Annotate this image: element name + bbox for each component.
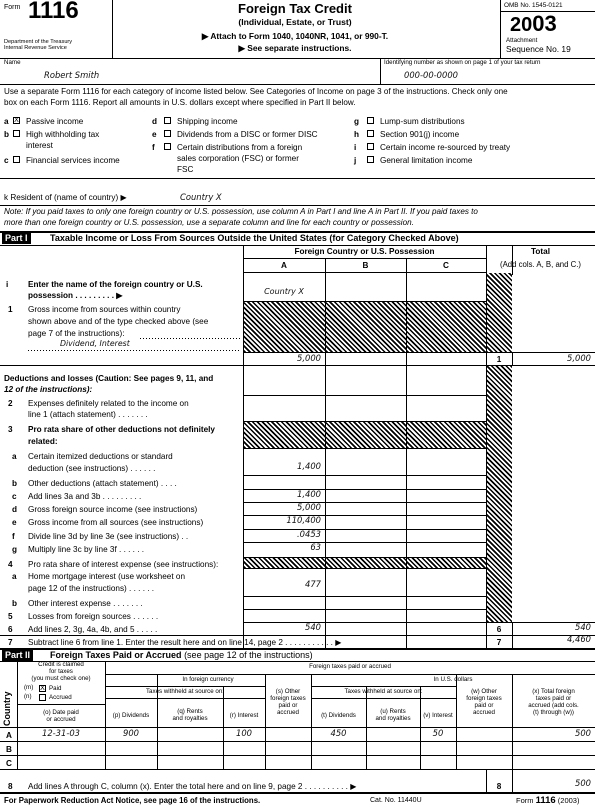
col-x-header: (x) Total foreign bbox=[532, 688, 575, 695]
line-3g-label: Multiply line 3c by line 3f . . . . . . bbox=[28, 545, 145, 554]
row-a-interest-usd[interactable]: 50 bbox=[432, 728, 444, 738]
tax-year: 2003 bbox=[510, 11, 557, 36]
row-a-dividends-foreign[interactable]: 900 bbox=[123, 728, 139, 738]
date-paid-header: (o) Date paid bbox=[43, 709, 79, 716]
checkbox-passive-income[interactable]: X bbox=[14, 117, 19, 124]
attach-instruction: ▶ Attach to Form 1040, 1040NR, 1041, or 990-T. bbox=[201, 31, 389, 41]
form-label: Form bbox=[4, 4, 21, 11]
dept-line-1: Department of the Treasury bbox=[4, 39, 73, 45]
in-foreign-currency-header: In foreign currency bbox=[182, 676, 234, 683]
resident-country[interactable]: Country X bbox=[180, 192, 222, 202]
column-c-header: C bbox=[443, 261, 449, 270]
label-disc-dividends: Dividends from a DISC or former DISC bbox=[177, 130, 318, 139]
line-6-col-a[interactable]: 540 bbox=[305, 622, 321, 632]
form-title: Foreign Tax Credit bbox=[238, 1, 352, 16]
checkbox-resourced-treaty[interactable] bbox=[367, 143, 374, 150]
checkbox-high-withholding[interactable] bbox=[13, 130, 20, 137]
omb-number: OMB No. 1545-0121 bbox=[504, 2, 563, 9]
attachment-label: Attachment bbox=[506, 37, 538, 44]
total-header: Total bbox=[531, 247, 550, 256]
accrued-label: Accrued bbox=[49, 694, 72, 701]
line-3e-label: Gross income from all sources (see instructions) bbox=[28, 518, 204, 527]
checkbox-lump-sum[interactable] bbox=[367, 117, 374, 124]
line-3c-col-a[interactable]: 1,400 bbox=[297, 489, 321, 499]
line-3a-label: Certain itemized deductions or standard bbox=[28, 452, 173, 461]
col-u-header: (u) Rents bbox=[380, 708, 406, 715]
label-fsc-distributions: Certain distributions from a foreign bbox=[177, 143, 303, 152]
identifying-number[interactable]: 000-00-0000 bbox=[404, 70, 458, 80]
line-3g-col-a[interactable]: 63 bbox=[310, 542, 321, 552]
country-label: Country bbox=[2, 691, 12, 726]
line-6-label: Add lines 2, 3g, 4a, 4b, and 5 . . . . . bbox=[28, 625, 158, 634]
form-subtitle: (Individual, Estate, or Trust) bbox=[238, 17, 352, 27]
foreign-taxes-header: Foreign taxes paid or accrued bbox=[309, 663, 391, 670]
line-4a-col-a[interactable]: 477 bbox=[305, 579, 321, 589]
taxpayer-name[interactable]: Robert Smith bbox=[44, 70, 100, 80]
col-w-header: (w) Other bbox=[471, 688, 497, 695]
column-b-header: B bbox=[362, 261, 369, 270]
line-3d-col-a[interactable]: 5,000 bbox=[297, 502, 321, 512]
part2-tag: Part II bbox=[2, 650, 33, 661]
line-3a-col-a[interactable]: 1,400 bbox=[297, 461, 321, 471]
line-i-label: Enter the name of the foreign country or U.S. bbox=[28, 280, 203, 289]
credit-claimed-header: Credit is claimed bbox=[38, 661, 84, 668]
withheld-usd-header: Taxes withheld at source on: bbox=[344, 688, 423, 695]
line-2-label: Expenses definitely related to the income on bbox=[28, 399, 189, 408]
dept-line-2: Internal Revenue Service bbox=[4, 45, 67, 51]
paperwork-notice: For Paperwork Reduction Act Notice, see page 16 of the instructions. bbox=[4, 796, 261, 805]
line-3d-label: Gross foreign source income (see instructions) bbox=[28, 505, 198, 514]
label-lump-sum: Lump-sum distributions bbox=[380, 117, 465, 126]
col-t-header: (t) Dividends bbox=[321, 712, 356, 719]
total-subheader: (Add cols. A, B, and C.) bbox=[499, 260, 582, 269]
line-3-label: Pro rata share of other deductions not definitely bbox=[28, 425, 215, 434]
line-1-total[interactable]: 5,000 bbox=[567, 353, 591, 363]
line-1-income-type[interactable]: Dividend, Interest bbox=[60, 339, 130, 348]
col-v-header: (v) Interest bbox=[423, 712, 453, 719]
sequence-number: Sequence No. 19 bbox=[506, 44, 571, 54]
label-passive-income: Passive income bbox=[26, 117, 84, 126]
footer-form-id: Form 1116 (2003) bbox=[516, 795, 580, 806]
line-3c-label: Add lines 3a and 3b . . . . . . . . . bbox=[28, 492, 142, 501]
checkbox-fsc-distributions[interactable] bbox=[164, 143, 171, 150]
line-5-label: Losses from foreign sources . . . . . . bbox=[28, 612, 159, 621]
intro-line-1: Use a separate Form 1116 for each category of income listed below. See Categories of Income on page 3 of the instructions. Check only one bbox=[4, 87, 508, 96]
cat-number: Cat. No. 11440U bbox=[370, 797, 422, 804]
column-a-header: A bbox=[281, 261, 287, 270]
see-instructions: ▶ See separate instructions. bbox=[238, 43, 352, 53]
row-a-interest-foreign[interactable]: 100 bbox=[236, 728, 252, 738]
part1-tag: Part I bbox=[2, 233, 31, 244]
foreign-country-header: Foreign Country or U.S. Possession bbox=[294, 247, 435, 256]
checkbox-accrued[interactable] bbox=[39, 694, 46, 701]
label-financial-services: Financial services income bbox=[26, 156, 120, 165]
line-8-total[interactable]: 500 bbox=[575, 778, 591, 788]
label-high-withholding: High withholding tax bbox=[26, 130, 100, 139]
line-3f-col-a[interactable]: .0453 bbox=[297, 529, 321, 539]
label-shipping: Shipping income bbox=[177, 117, 238, 126]
checkbox-disc-dividends[interactable] bbox=[164, 130, 171, 137]
checkbox-financial-services[interactable] bbox=[13, 156, 20, 163]
line-4a-label: Home mortgage interest (use worksheet on bbox=[28, 572, 186, 581]
checkbox-paid[interactable]: X bbox=[40, 685, 45, 692]
col-p-header: (p) Dividends bbox=[112, 712, 150, 719]
checkbox-section-901j[interactable] bbox=[367, 130, 374, 137]
line-i-col-a[interactable]: Country X bbox=[264, 287, 304, 296]
label-section-901j: Section 901(j) income bbox=[380, 130, 460, 139]
label-resourced-treaty: Certain income re-sourced by treaty bbox=[380, 143, 511, 152]
line-1-col-a[interactable]: 5,000 bbox=[297, 353, 321, 363]
line-6-total[interactable]: 540 bbox=[575, 622, 591, 632]
line-8-label: Add lines A through C, column (x). Enter the total here and on line 9, page 2 . . . . . . . . . . ▶ bbox=[28, 782, 357, 791]
note-line-2: more than one foreign country or U.S. possession, use a separate column and line for each country or possession. bbox=[4, 218, 414, 227]
row-a-dividends-usd[interactable]: 450 bbox=[330, 728, 347, 738]
form-1116-page: Form 1116 Department of the Treasury Internal Revenue Service Foreign Tax Credit (Individual, Estate, or Trust) ▶ Attach to Form 1040, 1040NR, 1041, or 990-T. ▶ See separate instructions. OMB No. 1545-0121 2003 Attachment Sequence No. 19 Name Robert Smith Identifying number as shown on page 1 of your tax return 000-00-0000 Use a separate Form 1116 for each category of income listed below. See Categories of Income on page 3 of the instructions. Check only one box on each Form 1116. Report all amounts in U.S. dollars except where specified in Part II below. a X Passive income b High withholding tax interest c Financial services income d Shipping income e Dividends from a DISC or former DISC f Certain distributions from a foreign sales corporation (FSC) or former FSC g Lump-sum distributions h Section 901(j) income i Certain income re-sourced by treaty j General limitation income k Resident of (name of country) ▶ Country X Note: If you paid taxes to only one foreign country or U.S. possession, use column A in Part I and line A in Part II. If you paid taxes to more than one foreign country or U.S. possession, use a separate column and line for each country or possession. Part I Taxable Income or Loss From Sources Outside the United States (for Category Checked Above) Foreign Country or U.S. Possession A B C Total (Add cols. A, B, and C.) i Enter the name of the foreign country or U.S. possession . . . . . . . . . ▶ Country X 1 Gross income from sources within country shown above and of the type checked above (see page 7 of the instructions): Dividend, Interest 5,000 1 5,000 Deductions and losses (Caution: See pages 9, 11, and 12 of the instructions): 2 Expenses definitely related to the income on line 1 (attach statement) . . . . . . . 3 Pro rata share of other deductions not definitely related: a Certain itemized deductions or standard deduction (see instructions) . . . . . . 1,400 b Other deductions (attach statement) . . . . c Add lines 3a and 3b . . . . . . . . . 1,400 d Gross foreign source income (see instructions) 5,000 e Gross income from all sources (see instructions) 110,400 f Divide line 3d by line 3e (see instructions) . . .0453 g Multiply line 3c by line 3f . . . . . . 63 4 Pro rata share of interest expense (see instructions): a Home mortgage interest (use worksheet on page 12 of the instructions) . . . . . . 477 b Other interest expense . . . . . . . 5 Losses from foreign sources . . . . . . 6 Add lines 2, 3g, 4a, 4b, and 5 . . . . . 540 6 540 7 Subtract line 6 from line 1. Enter the result here and on line 14, page 2 . . . . . . . . . . . ▶ 7 4,460 Part II Foreign Taxes Paid or Accrued (see page 12 of the instructions) Credit is claimed for taxes (you must check one) (m) X Paid (n) Accrued (o) Date paid or accrued Country Foreign taxes paid or accrued In foreign currency In U.S. dollars Taxes withheld at source on: Taxes withheld at source on: (p) Dividends (q) Rents and royalties (r) Interest (s) Other foreign taxes paid or accrued (t) Dividends (u) Rents and royalties (v) Interest (w) Other foreign taxes paid or accrued (x) Total foreign taxes paid or accrued (add cols. (t) through (w)) A 12-31-03 900 100 450 50 500 B C 8 Add lines A through C, column (x). Enter the total here and on line 9, page 2 . . . . . . . . . . ▶ 8 500 For Paperwork Reduction Act Notice, see page 16 of the instructions. Cat. No. 11440U Form 1116 (2003) bbox=[0, 0, 595, 812]
form-number: 1116 bbox=[28, 0, 79, 24]
paid-label: Paid bbox=[49, 685, 62, 692]
withheld-foreign-header: Taxes withheld at source on: bbox=[145, 688, 225, 695]
line-3e-col-a[interactable]: 110,400 bbox=[286, 515, 321, 525]
resident-label: k Resident of (name of country) ▶ bbox=[4, 193, 127, 202]
intro-line-2: box on each Form 1116. Report all amounts in U.S. dollars except where specified in Part II below. bbox=[4, 98, 356, 107]
note-line-1: Note: If you paid taxes to only one foreign country or U.S. possession, use column A in Part I and line A in Part II. If you paid taxes to bbox=[4, 207, 478, 216]
col-q-header: (q) Rents bbox=[177, 708, 203, 715]
checkbox-shipping[interactable] bbox=[164, 117, 171, 124]
checkbox-general-limitation[interactable] bbox=[367, 156, 374, 163]
line-3f-label: Divide line 3d by line 3e (see instructions) . . bbox=[28, 532, 189, 541]
row-a-total[interactable]: 500 bbox=[575, 728, 591, 738]
part2-title: Foreign Taxes Paid or Accrued (see page 12 of the instructions) bbox=[50, 650, 313, 660]
part1-title: Taxable Income or Loss From Sources Outside the United States (for Category Checked Above) bbox=[50, 233, 459, 243]
label-general-limitation: General limitation income bbox=[380, 156, 473, 165]
deductions-heading: Deductions and losses (Caution: See pages 9, 11, and bbox=[4, 374, 214, 383]
col-r-header: (r) Interest bbox=[229, 712, 259, 719]
line-4-label: Pro rata share of interest expense (see instructions): bbox=[28, 560, 219, 569]
line-1-label: Gross income from sources within country bbox=[28, 305, 181, 314]
id-number-label: Identifying number as shown on page 1 of your tax return bbox=[384, 59, 541, 66]
line-7-label: Subtract line 6 from line 1. Enter the result here and on line 14, page 2 . . . . . . . . . . . ▶ bbox=[28, 638, 342, 647]
col-s-header: (s) Other bbox=[275, 688, 301, 695]
row-a-date[interactable]: 12-31-03 bbox=[41, 728, 80, 738]
in-usd-header: In U.S. dollars bbox=[433, 676, 473, 683]
line-7-total[interactable]: 4,460 bbox=[567, 634, 591, 644]
line-4b-label: Other interest expense . . . . . . . bbox=[28, 599, 143, 608]
name-label: Name bbox=[4, 59, 21, 66]
line-3b-label: Other deductions (attach statement) . . . . bbox=[28, 479, 177, 488]
